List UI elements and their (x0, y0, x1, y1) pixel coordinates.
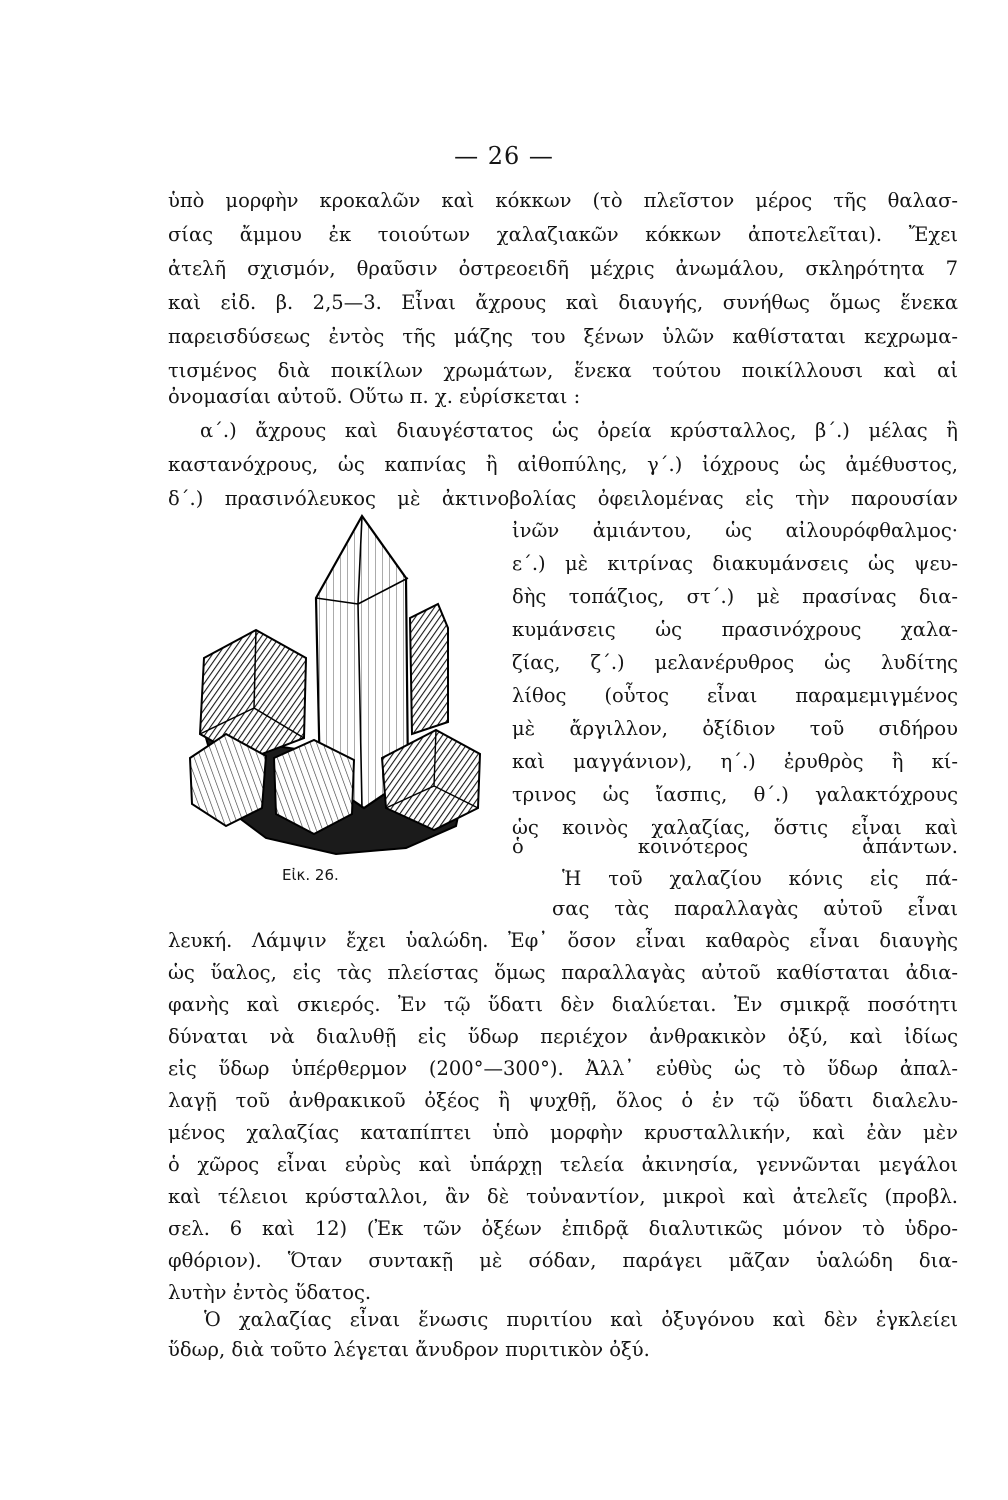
text-line: καὶ εἰδ. β. 2,5—3. Εἶναι ἄχρους καὶ διαυγής, συνήθως ὅμως ἕνεκα (168, 291, 958, 314)
text-line: δὴς τοπάζιος, στ΄.) μὲ πρασίνας δια- (512, 585, 958, 608)
text-line: ὁ χῶρος εἶναι εὐρὺς καὶ ὑπάρχῃ τελεία ἀκινησία, γεννῶνται μεγάλοι (168, 1153, 958, 1176)
text-line: λαγῇ τοῦ ἀνθρακικοῦ ὀξέος ἢ ψυχθῇ, ὅλος ὁ ἐν τῷ ὕδατι διαλελυ- (168, 1089, 958, 1112)
text-line: καὶ τέλειοι κρύσταλλοι, ἂν δὲ τοὐναντίον, μικροὶ καὶ ἀτελεῖς (προβλ. (168, 1185, 958, 1208)
text-line: ζίας, ζ΄.) μελανέρυθρος ὡς λυδίτης (512, 651, 958, 674)
text-line: ἀτελῆ σχισμόν, θραῦσιν ὀστρεοειδῆ μέχρις ἀνωμάλου, σκληρότητα 7 (168, 257, 958, 280)
text-line: α΄.) ἄχρους καὶ διαυγέστατος ὡς ὀρεία κρύσταλλος, β΄.) μέλας ἢ (200, 419, 958, 442)
text-line: ὑπὸ μορφὴν κροκαλῶν καὶ κόκκων (τὸ πλεῖστον μέρος τῆς θαλασ- (168, 189, 958, 212)
text-line: δ΄.) πρασινόλευκος μὲ ἀκτινοβολίας ὀφειλομένας εἰς τὴν παρουσίαν (168, 487, 958, 510)
text-line: τισμένος διὰ ποικίλων χρωμάτων, ἕνεκα τούτου ποικίλλουσι καὶ αἱ (168, 359, 958, 382)
text-line: μένος χαλαζίας καταπίπτει ὑπὸ μορφὴν κρυσταλλικήν, καὶ ἐὰν μὲν (168, 1121, 958, 1144)
text-line: φανὴς καὶ σκιερός. Ἐν τῷ ὕδατι δὲν διαλύεται. Ἐν σμικρᾷ ποσότητι (168, 993, 958, 1016)
text-line: ὡς κοινὸς χαλαζίας, ὅστις εἶναι καὶ (512, 816, 958, 839)
text-line: ὡς ὕαλος, εἰς τὰς πλείστας ὅμως παραλλαγὰς αὐτοῦ καθίσταται ἀδια- (168, 961, 958, 984)
text-line: φθόριον). Ὅταν συντακῇ μὲ σόδαν, παράγει μᾶζαν ὑαλώδη δια- (168, 1249, 958, 1272)
text-line: λευκή. Λάμψιν ἔχει ὑαλώδη. Ἐφ᾽ ὅσον εἶναι καθαρὸς εἶναι διαυγὴς (168, 929, 958, 952)
text-line: ὕδωρ, διὰ τοῦτο λέγεται ἄνυδρον πυριτικὸν ὀξύ. (168, 1338, 650, 1361)
text-line: τρινος ὡς ἴασπις, θ΄.) γαλακτόχρους (512, 783, 958, 806)
text-line: δύναται νὰ διαλυθῇ εἰς ὕδωρ περιέχον ἀνθρακικὸν ὀξύ, καὶ ἰδίως (168, 1025, 958, 1048)
text-line: λίθος (οὗτος εἶναι παραμεμιγμένος (512, 684, 958, 707)
text-line: Ἡ τοῦ χαλαζίου κόνις εἰς πά- (562, 867, 958, 890)
text-line: παρεισδύσεως ἐντὸς τῆς μάζης του ξένων ὑλῶν καθίσταται κεχρωμα- (168, 325, 958, 348)
text-line: εἰς ὕδωρ ὑπέρθερμον (200°—300°). Ἀλλ᾽ εὐθὺς ὡς τὸ ὕδωρ ἀπαλ- (168, 1057, 958, 1080)
text-line: μὲ ἄργιλλον, ὀξίδιον τοῦ σιδήρου (512, 717, 958, 740)
text-line: κυμάνσεις ὡς πρασινόχρους χαλα- (512, 618, 958, 641)
text-line: ε΄.) μὲ κιτρίνας διακυμάνσεις ὡς ψευ- (512, 552, 958, 575)
text-line: λυτὴν ἐντὸς ὕδατος. (168, 1281, 372, 1304)
text-line: σίας ἄμμου ἐκ τοιούτων χαλαζιακῶν κόκκων ἀποτελεῖται). Ἔχει (168, 223, 958, 246)
page-number: — 26 — (454, 142, 554, 170)
text-line: Ὁ χαλαζίας εἶναι ἕνωσις πυριτίου καὶ ὀξυγόνου καὶ δὲν ἐγκλείει (204, 1308, 958, 1331)
text-line: ὀνομασίαι αὐτοῦ. Οὕτω π. χ. εὑρίσκεται : (168, 385, 581, 408)
text-line: ἰνῶν ἀμιάντου, ὡς αἰλουρόφθαλμος· (512, 519, 958, 542)
text-line: καὶ μαγγάνιον), η΄.) ἐρυθρὸς ἢ κί- (512, 750, 958, 773)
figure-caption: Εἰκ. 26. (282, 866, 339, 884)
quartz-crystal-illustration (186, 508, 486, 860)
text-line: καστανόχρους, ὡς καπνίας ἢ αἰθοπύλης, γ΄.) ἰόχρους ὡς ἀμέθυστος, (168, 453, 958, 476)
text-line: ὁ κοινότερος ἁπάντων. (512, 835, 958, 858)
text-line: σελ. 6 καὶ 12) (Ἐκ τῶν ὀξέων ἐπιδρᾷ διαλυτικῶς μόνον τὸ ὑδρο- (168, 1217, 958, 1240)
text-line: σας τὰς παραλλαγὰς αὐτοῦ εἶναι (552, 897, 958, 920)
